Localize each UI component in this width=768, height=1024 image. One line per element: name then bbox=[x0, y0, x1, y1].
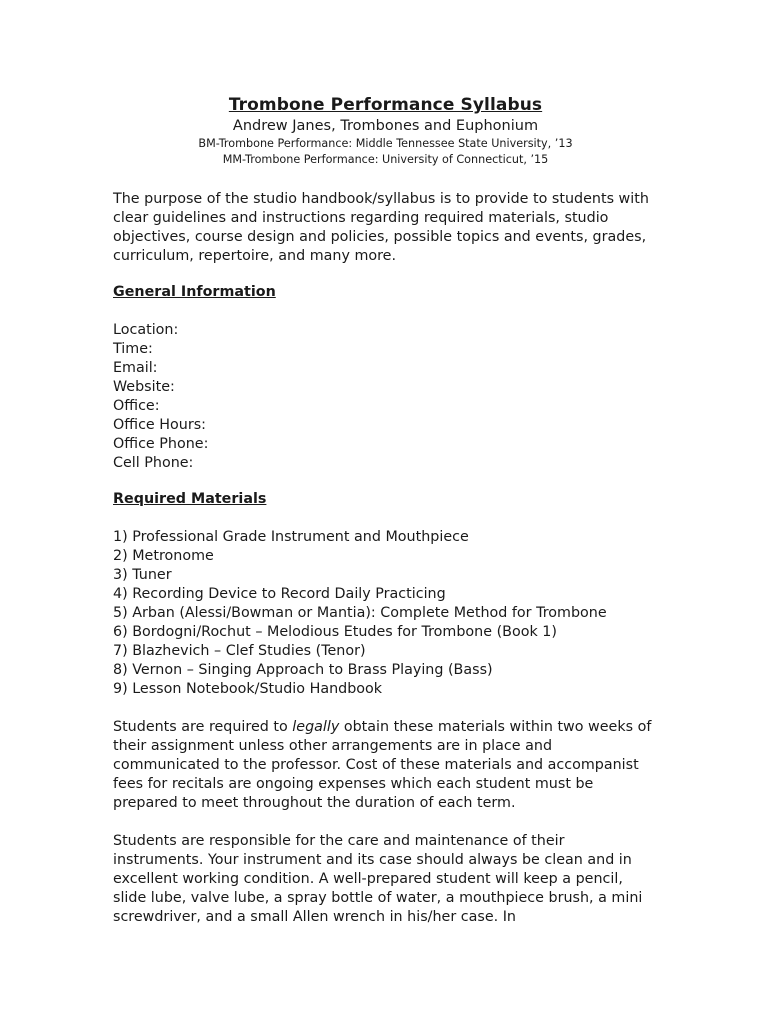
material-item: 8) Vernon – Singing Approach to Brass Playing (Bass) bbox=[113, 662, 493, 678]
general-information-heading: General Information bbox=[113, 284, 276, 300]
material-item: 9) Lesson Notebook/Studio Handbook bbox=[113, 681, 383, 697]
emphasis-legally: legally bbox=[292, 719, 340, 735]
field-email: Email: bbox=[113, 360, 158, 376]
material-item: 6) Bordogni/Rochut – Melodious Etudes for Trombone (Book 1) bbox=[113, 624, 557, 640]
field-location: Location: bbox=[113, 322, 179, 338]
field-office: Office: bbox=[113, 398, 160, 414]
required-materials-list bbox=[113, 528, 658, 699]
author-line: Andrew Janes, Trombones and Euphonium bbox=[232, 118, 539, 134]
material-item: 4) Recording Device to Record Daily Practicing bbox=[113, 586, 446, 602]
required-materials-heading: Required Materials bbox=[113, 491, 267, 507]
field-office-phone: Office Phone: bbox=[113, 436, 209, 452]
field-cell-phone: Cell Phone: bbox=[113, 455, 194, 471]
material-item: 7) Blazhevich – Clef Studies (Tenor) bbox=[113, 643, 366, 659]
field-time: Time: bbox=[113, 341, 153, 357]
material-item: 3) Tuner bbox=[113, 567, 172, 583]
material-item: 5) Arban (Alessi/Bowman or Mantia): Complete Method for Trombone bbox=[113, 605, 607, 621]
field-office-hours: Office Hours: bbox=[113, 417, 206, 433]
intro-paragraph: The purpose of the studio handbook/syllabus is to provide to students with clear guidelines and instructions regarding required materials, studio objectives, course design and policies, possible topics and events, grades, curriculum, repertoire, and many more. bbox=[113, 191, 649, 264]
material-item: 1) Professional Grade Instrument and Mouthpiece bbox=[113, 529, 469, 545]
materials-acquisition-paragraph bbox=[113, 718, 658, 813]
field-website: Website: bbox=[113, 379, 175, 395]
general-information-list bbox=[113, 321, 658, 473]
material-item: 2) Metronome bbox=[113, 548, 214, 564]
paragraph-text-end: obtain these materials within two weeks of their assignment unless other arrangements are in place and communicated to the professor. Cost of these materials and accompanist fees for recitals are ongoing expenses which each student must be prepared to meet throughout the duration of each term. bbox=[113, 719, 652, 811]
document-title: Trombone Performance Syllabus bbox=[228, 95, 543, 115]
paragraph-text-start: Students are required to bbox=[113, 719, 293, 735]
credential-mm: MM-Trombone Performance: University of Connecticut, ’15 bbox=[222, 153, 549, 166]
credential-bm: BM-Trombone Performance: Middle Tennessee State University, ’13 bbox=[198, 137, 573, 150]
instrument-care-paragraph: Students are responsible for the care and maintenance of their instruments. Your instrument and its case should always be clean and in excellent working condition. A well-prepared student will keep a pencil, slide lube, valve lube, a spray bottle of water, a mouthpiece brush, a mini screwdriver, and a small Allen wrench in his/her case. In bbox=[113, 833, 643, 925]
document-body bbox=[113, 94, 658, 927]
